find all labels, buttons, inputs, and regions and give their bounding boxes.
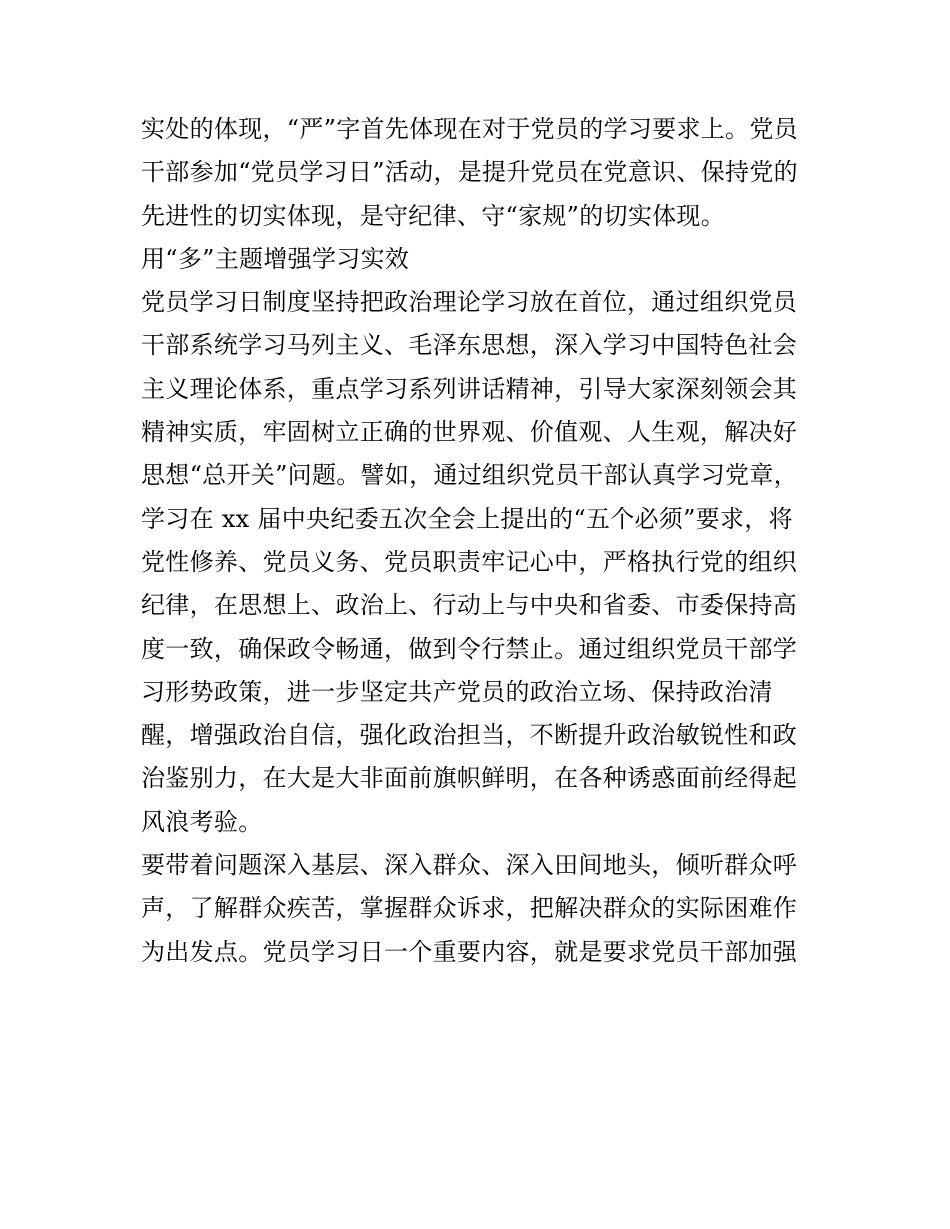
text-line: 为出发点。党员学习日一个重要内容，就是要求党员干部加强 [141,937,798,966]
text-line: 习形势政策，进一步坚定共产党员的政治立场、保持政治清 [141,677,773,706]
text-line: 学习在 xx 届中央纪委五次全会上提出的“五个必须”要求，将 [141,504,793,533]
text-line: 醒，增强政治自信，强化政治担当，不断提升政治敏锐性和政 [141,721,798,750]
text-line: 主义理论体系，重点学习系列讲话精神，引导大家深刻领会其 [141,374,798,403]
text-line: 先进性的切实体现，是守纪律、守“家规”的切实体现。 [141,201,726,230]
text-line: 党员学习日制度坚持把政治理论学习放在首位，通过组织党员 [141,288,798,317]
text-line: 度一致，确保政令畅通，做到令行禁止。通过组织党员干部学 [141,634,798,663]
text-line: 干部参加“党员学习日”活动，是提升党员在党意识、保持党的 [141,158,798,187]
text-line: 治鉴别力，在大是大非面前旗帜鲜明，在各种诱惑面前经得起 [141,764,798,793]
section-heading: 用“多”主题增强学习实效 [141,244,410,273]
text-line: 风浪考验。 [141,807,263,836]
text-line: 要带着问题深入基层、深入群众、深入田间地头，倾听群众呼 [141,851,798,880]
text-line: 精神实质，牢固树立正确的世界观、价值观、人生观，解决好 [141,418,798,447]
body-text [141,108,821,974]
text-line: 实处的体现，“严”字首先体现在对于党员的学习要求上。党员 [141,115,798,143]
text-line: 干部系统学习马列主义、毛泽东思想，深入学习中国特色社会 [141,331,798,360]
text-line: 声，了解群众疾苦，掌握群众诉求，把解决群众的实际困难作 [141,894,798,923]
text-line: 思想“总开关”问题。譬如，通过组织党员干部认真学习党章， [141,461,798,490]
text-line: 党性修养、党员义务、党员职责牢记心中，严格执行党的组织 [141,547,798,576]
text-line: 纪律，在思想上、政治上、行动上与中央和省委、市委保持高 [141,591,798,620]
